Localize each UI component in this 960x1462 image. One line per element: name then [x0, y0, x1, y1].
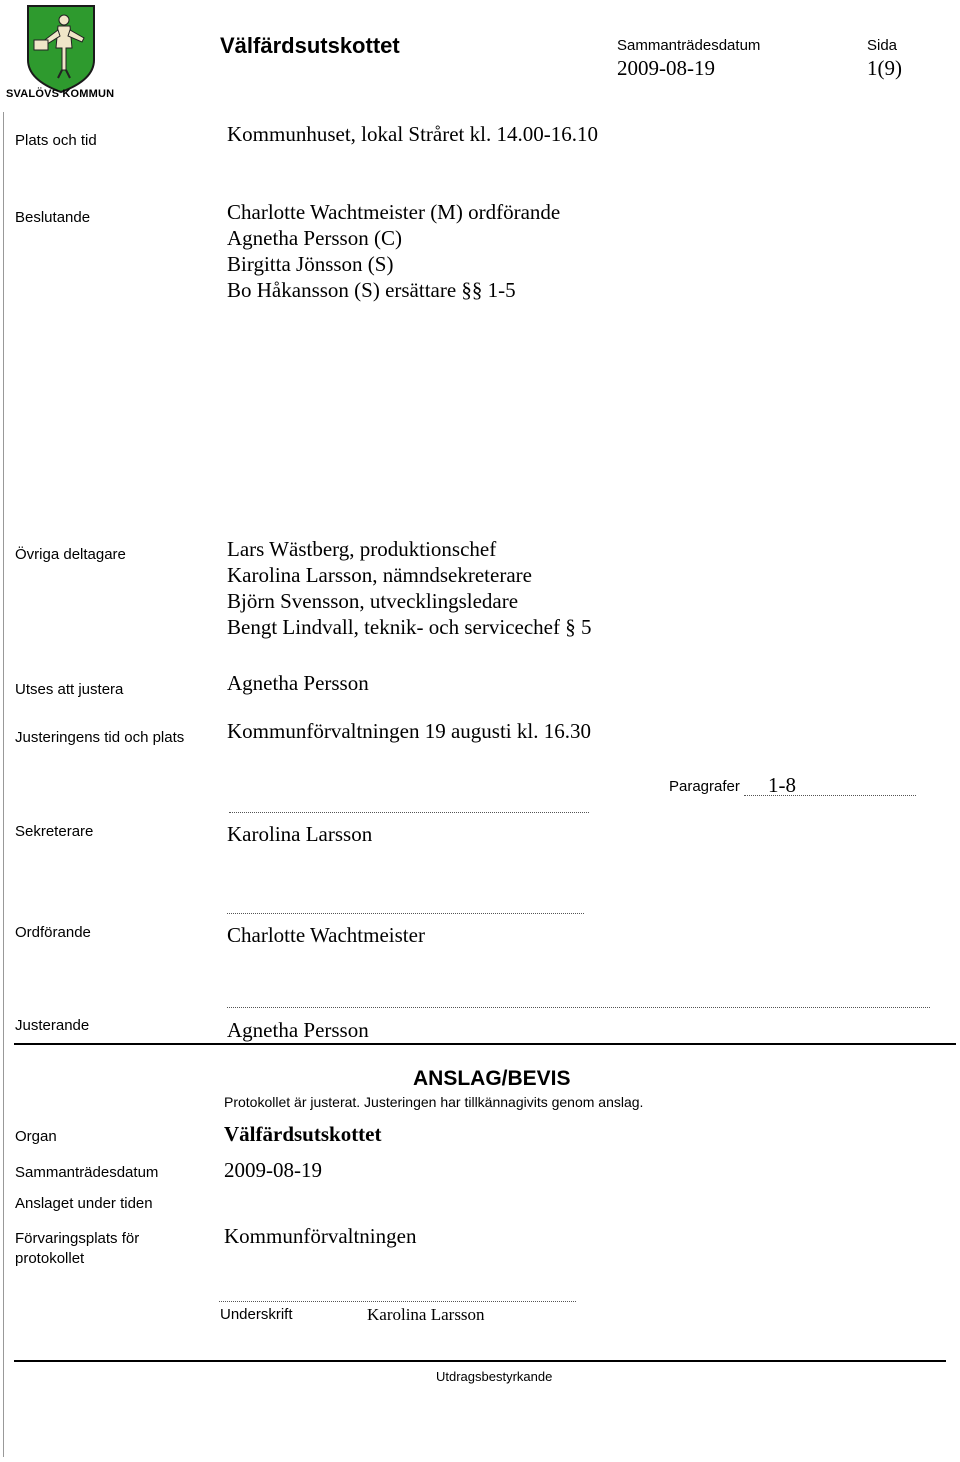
organ-label: Organ: [15, 1128, 57, 1145]
posted-label: Anslaget under tiden: [15, 1195, 153, 1212]
signature-label: Underskrift: [220, 1306, 293, 1323]
storage-label-line: protokollet: [15, 1250, 85, 1267]
storage-value: Kommunförvaltningen: [224, 1224, 417, 1248]
committee-title: Välfärdsutskottet: [220, 33, 400, 58]
adjust-time-label: Justeringens tid och plats: [15, 729, 185, 746]
deciding-member: Bo Håkansson (S) ersättare §§ 1-5: [227, 278, 516, 302]
place-value: Kommunhuset, lokal Stråret kl. 14.00-16.10: [227, 122, 598, 146]
secretary-label: Sekreterare: [15, 823, 94, 840]
header-date-value: 2009-08-19: [617, 56, 715, 80]
deciding-label: Beslutande: [15, 209, 91, 226]
other-participant: Karolina Larsson, nämndsekreterare: [227, 563, 532, 587]
header-page-label: Sida: [867, 37, 898, 54]
others-list: [227, 536, 591, 640]
storage-label-line: Förvaringsplats för: [15, 1230, 140, 1247]
certifier-label: Utdragsbestyrkande: [436, 1369, 553, 1384]
notice-date-label: Sammanträdesdatum: [15, 1164, 159, 1181]
organ-value: Välfärdsutskottet: [224, 1122, 382, 1146]
header-page-value: 1(9): [867, 56, 902, 80]
chair-signature-line[interactable]: [227, 913, 584, 914]
deciding-member: Charlotte Wachtmeister (M) ordförande: [227, 200, 561, 224]
adjusting-label: Justerande: [15, 1017, 90, 1034]
other-participant: Bengt Lindvall, teknik- och servicechef § 5: [227, 615, 592, 639]
chair-value: Charlotte Wachtmeister: [227, 923, 425, 947]
adjust-time-value: Kommunförvaltningen 19 augusti kl. 16.30: [227, 719, 591, 743]
chair-label: Ordförande: [15, 924, 91, 941]
municipality-logo: [6, 4, 115, 100]
storage-label: [15, 1229, 139, 1269]
municipality-name: SVALÖVS KOMMUN: [6, 88, 115, 100]
other-participant: Björn Svensson, utvecklingsledare: [227, 589, 519, 613]
paragraphs-value: 1-8: [768, 773, 796, 797]
deciding-member: Birgitta Jönsson (S): [227, 252, 394, 276]
underskrift-signature-line[interactable]: [219, 1301, 576, 1302]
adjuster-value: Agnetha Persson: [227, 671, 369, 695]
notice-heading: ANSLAG/BEVIS: [413, 1067, 571, 1090]
secretary-signature-line[interactable]: [229, 812, 589, 813]
other-participant: Lars Wästberg, produktionschef: [227, 537, 497, 561]
deciding-member: Agnetha Persson (C): [227, 226, 402, 250]
adjusting-value: Agnetha Persson: [227, 1018, 369, 1042]
notice-date-value: 2009-08-19: [224, 1158, 322, 1182]
header-date-label: Sammanträdesdatum: [617, 37, 761, 54]
deciding-list: [227, 199, 560, 303]
page-frame: [3, 112, 4, 1457]
coat-of-arms-icon: [6, 4, 115, 100]
place-label: Plats och tid: [15, 132, 97, 149]
section-divider: [14, 1043, 956, 1045]
certifier-line: [14, 1360, 946, 1362]
adjusting-signature-line[interactable]: [227, 1007, 930, 1008]
secretary-value: Karolina Larsson: [227, 822, 373, 846]
adjuster-label: Utses att justera: [15, 681, 124, 698]
others-label: Övriga deltagare: [15, 546, 126, 563]
notice-statement: Protokollet är justerat. Justeringen har tillkännagivits genom anslag.: [224, 1094, 644, 1110]
paragraphs-label: Paragrafer: [669, 778, 740, 795]
signature-value: Karolina Larsson: [367, 1305, 485, 1324]
